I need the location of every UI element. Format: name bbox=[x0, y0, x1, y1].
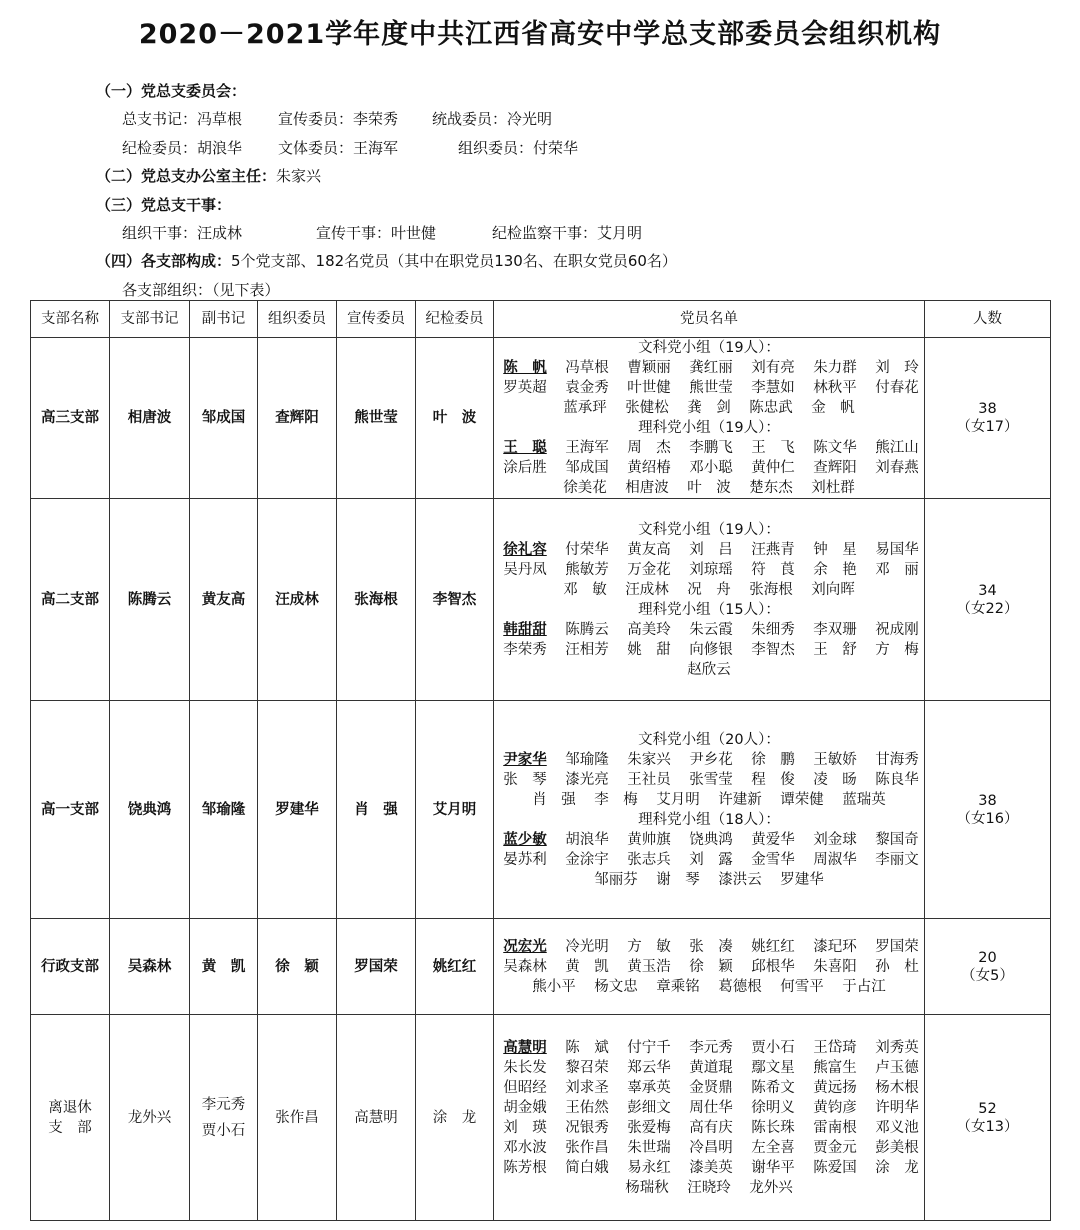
member-name: 谢 琴 bbox=[656, 871, 700, 888]
member-count: 52 （女13） bbox=[925, 1015, 1051, 1221]
member-name: 凌 旸 bbox=[813, 771, 857, 788]
propaganda-member: 宣传委员：李荣秀 bbox=[278, 110, 399, 128]
member-row bbox=[494, 1138, 924, 1158]
member-name: 邓 敏 bbox=[563, 581, 607, 598]
member-name: 刘 玲 bbox=[875, 360, 919, 376]
member-name: 朱力群 bbox=[813, 360, 857, 376]
member-name: 徐明义 bbox=[751, 1099, 795, 1116]
standing-secretary: 总支书记：冯草根 bbox=[122, 110, 243, 128]
branch-propaganda: 肖 强 bbox=[337, 701, 416, 919]
member-row bbox=[494, 850, 924, 870]
section-4: （四）各支部构成：5个党支部、182名党员（其中在职党员130名、在职女党员60名） bbox=[96, 252, 677, 270]
member-name: 易国华 bbox=[875, 541, 919, 558]
member-list bbox=[494, 1015, 925, 1221]
member-name: 肖 强 bbox=[532, 791, 576, 808]
member-name: 熊世莹 bbox=[689, 380, 733, 396]
branch-deputy: 黄 凯 bbox=[190, 919, 258, 1015]
member-name: 龚红丽 bbox=[689, 360, 733, 376]
member-name: 曹颖丽 bbox=[627, 360, 671, 376]
member-name: 黄钧彦 bbox=[813, 1099, 857, 1116]
member-name: 付荣华 bbox=[565, 541, 609, 558]
member-name: 杨文忠 bbox=[594, 978, 638, 995]
member-name: 陈腾云 bbox=[565, 621, 609, 638]
member-name: 黄仲仁 bbox=[751, 460, 795, 476]
member-row bbox=[494, 937, 924, 957]
member-name: 陈忠武 bbox=[749, 400, 793, 416]
member-list bbox=[494, 919, 925, 1015]
member-name: 刘 吕 bbox=[689, 541, 733, 558]
party-group-title: 理科党小组（19人）： bbox=[638, 420, 780, 436]
member-name: 李元秀 bbox=[689, 1039, 733, 1056]
branch-name: 高二支部 bbox=[31, 499, 110, 701]
member-name: 刘 瑛 bbox=[503, 1119, 547, 1136]
member-name: 林秋平 bbox=[813, 380, 857, 396]
member-name: 黄远扬 bbox=[813, 1079, 857, 1096]
member-name: 朱云霞 bbox=[689, 621, 733, 638]
member-name: 胡浪华 bbox=[565, 831, 609, 848]
discipline-member: 纪检委员：胡浪华 bbox=[122, 139, 243, 157]
member-name: 谢华平 bbox=[751, 1159, 795, 1176]
member-name: 甘海秀 bbox=[875, 751, 919, 768]
branch-secretary: 饶典鸿 bbox=[110, 701, 190, 919]
member-name: 金 帆 bbox=[811, 400, 855, 416]
member-name: 姚红红 bbox=[751, 938, 795, 955]
member-name: 徐 鹏 bbox=[751, 751, 795, 768]
member-name: 余 艳 bbox=[813, 561, 857, 578]
member-name: 王岱琦 bbox=[813, 1039, 857, 1056]
branch-discipline: 李智杰 bbox=[416, 499, 494, 701]
member-name: 朱世瑞 bbox=[627, 1139, 671, 1156]
member-name: 谭荣健 bbox=[780, 791, 824, 808]
member-row bbox=[494, 790, 924, 810]
member-row bbox=[494, 1098, 924, 1118]
member-name: 汪相芳 bbox=[565, 641, 609, 658]
member-name: 杨瑞秋 bbox=[625, 1179, 669, 1196]
member-name: 罗建华 bbox=[780, 871, 824, 888]
member-name: 李荣秀 bbox=[503, 641, 547, 658]
member-name: 高美玲 bbox=[627, 621, 671, 638]
branch-organization: 徐 颖 bbox=[258, 919, 337, 1015]
member-name: 张 凑 bbox=[689, 938, 733, 955]
table-row bbox=[31, 919, 1051, 1015]
member-name: 李丽文 bbox=[875, 851, 919, 868]
member-name: 张雪莹 bbox=[689, 771, 733, 788]
member-name: 邓 丽 bbox=[875, 561, 919, 578]
table-row bbox=[31, 701, 1051, 919]
branch-propaganda: 罗国荣 bbox=[337, 919, 416, 1015]
member-name: 胡金娥 bbox=[503, 1099, 547, 1116]
member-name: 蓝承玶 bbox=[563, 400, 607, 416]
member-row bbox=[494, 560, 924, 580]
member-name: 辜承英 bbox=[627, 1079, 671, 1096]
member-name: 郑云华 bbox=[627, 1059, 671, 1076]
member-name: 符 莨 bbox=[751, 561, 795, 578]
header-organization: 组织委员 bbox=[258, 301, 337, 338]
member-name: 陈芳根 bbox=[503, 1159, 547, 1176]
member-name: 漆洪云 bbox=[718, 871, 762, 888]
member-name: 黄友高 bbox=[627, 541, 671, 558]
member-name: 王社员 bbox=[627, 771, 671, 788]
member-name: 程 俊 bbox=[751, 771, 795, 788]
member-row bbox=[494, 540, 924, 560]
member-row bbox=[494, 358, 924, 378]
member-name: 方 梅 bbox=[875, 641, 919, 658]
member-name: 左全喜 bbox=[751, 1139, 795, 1156]
member-name: 周 杰 bbox=[627, 440, 671, 456]
member-name: 龚 剑 bbox=[687, 400, 731, 416]
branch-discipline: 叶 波 bbox=[416, 338, 494, 499]
header-deputy: 副书记 bbox=[190, 301, 258, 338]
member-name: 周淑华 bbox=[813, 851, 857, 868]
branch-name: 离退休 支 部 bbox=[31, 1015, 110, 1221]
discipline-officer: 纪检监察干事：艾月明 bbox=[492, 224, 643, 242]
member-name: 李慧如 bbox=[751, 380, 795, 396]
member-count: 38 （女16） bbox=[925, 701, 1051, 919]
member-name: 万金花 bbox=[627, 561, 671, 578]
member-name: 金贤鼎 bbox=[689, 1079, 733, 1096]
member-name: 李智杰 bbox=[751, 641, 795, 658]
member-name: 叶 波 bbox=[687, 480, 731, 496]
member-row bbox=[494, 1038, 924, 1058]
member-count: 38 （女17） bbox=[925, 338, 1051, 499]
branch-organization: 罗建华 bbox=[258, 701, 337, 919]
member-name: 陈 斌 bbox=[565, 1039, 609, 1056]
member-name: 姚 甜 bbox=[627, 641, 671, 658]
member-row bbox=[494, 1118, 924, 1138]
group-leader-name: 况宏光 bbox=[503, 938, 547, 955]
member-name: 刘 露 bbox=[689, 851, 733, 868]
member-name: 罗英超 bbox=[503, 380, 547, 396]
party-group-title: 文科党小组（20人）： bbox=[638, 731, 780, 748]
member-name: 冷昌明 bbox=[689, 1139, 733, 1156]
member-name: 彭细文 bbox=[627, 1099, 671, 1116]
member-name: 陈希文 bbox=[751, 1079, 795, 1096]
party-group-title: 文科党小组（19人）： bbox=[638, 521, 780, 538]
member-name: 吴森林 bbox=[503, 958, 547, 975]
group-leader-name: 韩甜甜 bbox=[503, 621, 547, 638]
branch-deputy: 邹成国 bbox=[190, 338, 258, 499]
header-branch-name: 支部名称 bbox=[31, 301, 110, 338]
member-name: 易永红 bbox=[627, 1159, 671, 1176]
branch-deputy: 邹瑜隆 bbox=[190, 701, 258, 919]
table-row bbox=[31, 499, 1051, 701]
member-name: 汪燕青 bbox=[751, 541, 795, 558]
member-name: 付春花 bbox=[875, 380, 919, 396]
member-name: 陈文华 bbox=[813, 440, 857, 456]
header-member-list: 党员名单 bbox=[494, 301, 925, 338]
member-name: 刘春燕 bbox=[875, 460, 919, 476]
organization-officer: 组织干事：汪成林 bbox=[122, 224, 243, 242]
member-name: 汪成林 bbox=[625, 581, 669, 598]
member-name: 邱根华 bbox=[751, 958, 795, 975]
member-row bbox=[494, 478, 924, 498]
table-row bbox=[31, 338, 1051, 499]
member-name: 张 琴 bbox=[503, 771, 547, 788]
member-name: 王 舒 bbox=[813, 641, 857, 658]
section-3-heading: （三）党总支干事： bbox=[96, 196, 232, 214]
member-name: 向修银 bbox=[689, 641, 733, 658]
member-name: 楚东杰 bbox=[749, 480, 793, 496]
member-list bbox=[494, 338, 925, 499]
member-name: 邓义池 bbox=[875, 1119, 919, 1136]
member-name: 查辉阳 bbox=[813, 460, 857, 476]
member-name: 饶典鸿 bbox=[689, 831, 733, 848]
member-name: 钟 星 bbox=[813, 541, 857, 558]
member-row bbox=[494, 770, 924, 790]
member-row bbox=[494, 830, 924, 850]
member-row bbox=[494, 580, 924, 600]
branch-deputy: 黄友高 bbox=[190, 499, 258, 701]
member-name: 袁金秀 bbox=[565, 380, 609, 396]
member-name: 李鹏飞 bbox=[689, 440, 733, 456]
member-name: 祝成刚 bbox=[875, 621, 919, 638]
member-name: 鄢文星 bbox=[751, 1059, 795, 1076]
member-name: 杨木根 bbox=[875, 1079, 919, 1096]
table-header-row bbox=[31, 301, 1051, 338]
member-name: 况 舟 bbox=[687, 581, 731, 598]
member-name: 王海军 bbox=[565, 440, 609, 456]
member-name: 汪晓玲 bbox=[687, 1179, 731, 1196]
page-title: 2020－2021学年度中共江西省高安中学总支部委员会组织机构 bbox=[138, 19, 942, 50]
branch-propaganda: 张海根 bbox=[337, 499, 416, 701]
member-name: 金雪华 bbox=[751, 851, 795, 868]
member-row bbox=[494, 660, 924, 680]
branch-discipline: 姚红红 bbox=[416, 919, 494, 1015]
branch-organization: 查辉阳 bbox=[258, 338, 337, 499]
member-name: 简白娥 bbox=[565, 1159, 609, 1176]
member-name: 漆光亮 bbox=[565, 771, 609, 788]
member-row bbox=[494, 378, 924, 398]
member-name: 吴丹凤 bbox=[503, 561, 547, 578]
section-1-heading: （一）党总支委员会： bbox=[96, 82, 247, 100]
member-name: 张作昌 bbox=[565, 1139, 609, 1156]
member-name: 孙 杜 bbox=[875, 958, 919, 975]
member-name: 于占江 bbox=[842, 978, 886, 995]
member-name: 黄道琨 bbox=[689, 1059, 733, 1076]
party-group-title: 理科党小组（15人）： bbox=[638, 601, 780, 618]
member-name: 冷光明 bbox=[565, 938, 609, 955]
branch-secretary: 陈腾云 bbox=[110, 499, 190, 701]
member-row bbox=[494, 750, 924, 770]
member-name: 晏苏利 bbox=[503, 851, 547, 868]
member-name: 邹瑜隆 bbox=[565, 751, 609, 768]
member-name: 许明华 bbox=[875, 1099, 919, 1116]
member-name: 章乘铭 bbox=[656, 978, 700, 995]
member-name: 朱喜阳 bbox=[813, 958, 857, 975]
party-group-title: 文科党小组（19人）： bbox=[638, 340, 780, 356]
member-name: 熊江山 bbox=[875, 440, 919, 456]
member-name: 黄绍椿 bbox=[627, 460, 671, 476]
section-4-note: 各支部组织：（见下表） bbox=[122, 281, 280, 299]
member-row bbox=[494, 1158, 924, 1178]
member-name: 冯草根 bbox=[565, 360, 609, 376]
header-secretary: 支部书记 bbox=[110, 301, 190, 338]
member-name: 徐 颖 bbox=[689, 958, 733, 975]
member-name: 贾金元 bbox=[813, 1139, 857, 1156]
member-name: 王敏娇 bbox=[813, 751, 857, 768]
propaganda-officer: 宣传干事：叶世健 bbox=[316, 224, 437, 242]
member-name: 陈良华 bbox=[875, 771, 919, 788]
member-name: 李双珊 bbox=[813, 621, 857, 638]
member-name: 许建新 bbox=[718, 791, 762, 808]
member-name: 陈爱国 bbox=[813, 1159, 857, 1176]
branch-secretary: 吴森林 bbox=[110, 919, 190, 1015]
member-name: 付宁千 bbox=[627, 1039, 671, 1056]
group-leader-name: 陈 帆 bbox=[503, 360, 547, 376]
member-name: 黄爱华 bbox=[751, 831, 795, 848]
member-row bbox=[494, 1058, 924, 1078]
member-name: 熊小平 bbox=[532, 978, 576, 995]
member-name: 高有庆 bbox=[689, 1119, 733, 1136]
group-leader-name: 王 聪 bbox=[503, 440, 547, 456]
member-name: 张健松 bbox=[625, 400, 669, 416]
branch-name: 高三支部 bbox=[31, 338, 110, 499]
member-row bbox=[494, 957, 924, 977]
branch-discipline: 艾月明 bbox=[416, 701, 494, 919]
member-name: 张志兵 bbox=[627, 851, 671, 868]
group-leader-name: 蓝少敏 bbox=[503, 831, 547, 848]
member-row bbox=[494, 1178, 924, 1198]
header-discipline: 纪检委员 bbox=[416, 301, 494, 338]
member-name: 刘秀英 bbox=[875, 1039, 919, 1056]
member-name: 彭美根 bbox=[875, 1139, 919, 1156]
member-name: 黄 凯 bbox=[565, 958, 609, 975]
group-leader-name: 尹家华 bbox=[503, 751, 547, 768]
member-name: 黄玉浩 bbox=[627, 958, 671, 975]
branch-deputy: 李元秀 贾小石 bbox=[190, 1015, 258, 1221]
member-name: 蓝瑞英 bbox=[842, 791, 886, 808]
member-name: 何雪平 bbox=[780, 978, 824, 995]
member-name: 尹乡花 bbox=[689, 751, 733, 768]
member-name: 贾小石 bbox=[751, 1039, 795, 1056]
member-name: 葛德根 bbox=[718, 978, 762, 995]
member-name: 黎国奇 bbox=[875, 831, 919, 848]
member-name: 张爱梅 bbox=[627, 1119, 671, 1136]
member-name: 陈长珠 bbox=[751, 1119, 795, 1136]
member-name: 方 敏 bbox=[627, 938, 671, 955]
member-row bbox=[494, 398, 924, 418]
member-name: 漆美英 bbox=[689, 1159, 733, 1176]
member-count: 20 （女5） bbox=[925, 919, 1051, 1015]
header-propaganda: 宣传委员 bbox=[337, 301, 416, 338]
member-row bbox=[494, 620, 924, 640]
member-name: 李 梅 bbox=[594, 791, 638, 808]
member-name: 黎召荣 bbox=[565, 1059, 609, 1076]
member-name: 徐美花 bbox=[563, 480, 607, 496]
group-leader-name: 高慧明 bbox=[503, 1039, 547, 1056]
member-row bbox=[494, 458, 924, 478]
member-name: 邹成国 bbox=[565, 460, 609, 476]
member-name: 刘有亮 bbox=[751, 360, 795, 376]
member-name: 叶世健 bbox=[627, 380, 671, 396]
member-name: 刘琼瑶 bbox=[689, 561, 733, 578]
member-row bbox=[494, 640, 924, 660]
member-name: 刘向晖 bbox=[811, 581, 855, 598]
member-name: 相唐波 bbox=[625, 480, 669, 496]
member-name: 邓小聪 bbox=[689, 460, 733, 476]
united-front-member: 统战委员：冷光明 bbox=[432, 110, 553, 128]
branch-discipline: 涂 龙 bbox=[416, 1015, 494, 1221]
member-name: 周仕华 bbox=[689, 1099, 733, 1116]
member-name: 熊敏芳 bbox=[565, 561, 609, 578]
member-name: 黄帅旗 bbox=[627, 831, 671, 848]
member-name: 朱长发 bbox=[503, 1059, 547, 1076]
branch-name: 高一支部 bbox=[31, 701, 110, 919]
member-count: 34 （女22） bbox=[925, 499, 1051, 701]
member-name: 卢玉德 bbox=[875, 1059, 919, 1076]
member-row bbox=[494, 977, 924, 997]
member-name: 金涂宇 bbox=[565, 851, 609, 868]
party-group-title: 理科党小组（18人）： bbox=[638, 811, 780, 828]
member-name: 赵欣云 bbox=[687, 661, 731, 678]
member-name: 刘求圣 bbox=[565, 1079, 609, 1096]
member-row bbox=[494, 1078, 924, 1098]
organization-member: 组织委员：付荣华 bbox=[458, 139, 579, 157]
member-name: 况银秀 bbox=[565, 1119, 609, 1136]
header-count: 人数 bbox=[925, 301, 1051, 338]
member-name: 罗国荣 bbox=[875, 938, 919, 955]
member-name: 雷南根 bbox=[813, 1119, 857, 1136]
section-2: （二）党总支办公室主任：朱家兴 bbox=[96, 167, 322, 185]
member-name: 涂后胜 bbox=[503, 460, 547, 476]
member-name: 刘金球 bbox=[813, 831, 857, 848]
member-name: 邹丽芬 bbox=[594, 871, 638, 888]
member-list bbox=[494, 701, 925, 919]
culture-sports-member: 文体委员：王海军 bbox=[278, 139, 399, 157]
branch-organization: 汪成林 bbox=[258, 499, 337, 701]
branch-propaganda: 高慧明 bbox=[337, 1015, 416, 1221]
member-name: 漆玘环 bbox=[813, 938, 857, 955]
member-name: 龙外兴 bbox=[749, 1179, 793, 1196]
group-leader-name: 徐礼容 bbox=[503, 541, 547, 558]
member-name: 刘杜群 bbox=[811, 480, 855, 496]
branch-propaganda: 熊世莹 bbox=[337, 338, 416, 499]
member-name: 朱细秀 bbox=[751, 621, 795, 638]
member-name: 张海根 bbox=[749, 581, 793, 598]
organization-table bbox=[30, 300, 1051, 1221]
member-name: 邓水波 bbox=[503, 1139, 547, 1156]
table-row bbox=[31, 1015, 1051, 1221]
member-row bbox=[494, 438, 924, 458]
member-name: 王 飞 bbox=[751, 440, 795, 456]
member-row bbox=[494, 870, 924, 890]
member-name: 艾月明 bbox=[656, 791, 700, 808]
member-name: 涂 龙 bbox=[875, 1159, 919, 1176]
branch-secretary: 龙外兴 bbox=[110, 1015, 190, 1221]
branch-organization: 张作昌 bbox=[258, 1015, 337, 1221]
branch-secretary: 相唐波 bbox=[110, 338, 190, 499]
branch-name: 行政支部 bbox=[31, 919, 110, 1015]
member-name: 王佑然 bbox=[565, 1099, 609, 1116]
member-name: 朱家兴 bbox=[627, 751, 671, 768]
member-name: 但昭经 bbox=[503, 1079, 547, 1096]
member-list bbox=[494, 499, 925, 701]
member-name: 熊富生 bbox=[813, 1059, 857, 1076]
